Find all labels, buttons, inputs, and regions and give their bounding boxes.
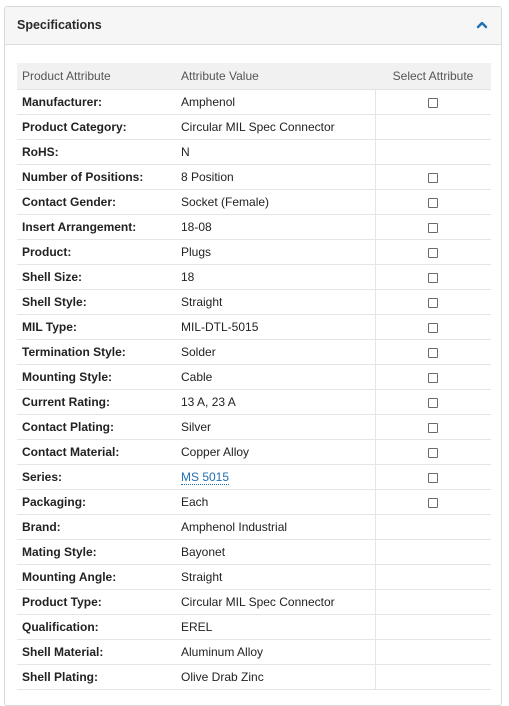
attribute-name: Insert Arrangement: <box>17 215 176 240</box>
table-row <box>17 115 491 140</box>
attribute-name: RoHS: <box>17 140 176 165</box>
select-attribute-cell <box>375 265 491 290</box>
select-attribute-checkbox[interactable] <box>428 398 438 408</box>
specifications-panel <box>4 6 502 706</box>
table-row <box>17 165 491 190</box>
select-attribute-cell <box>375 490 491 515</box>
attribute-name: Series: <box>17 465 176 490</box>
attribute-value: Olive Drab Zinc <box>176 665 375 690</box>
attribute-name: Contact Plating: <box>17 415 176 440</box>
select-attribute-cell <box>375 415 491 440</box>
select-attribute-cell <box>375 90 491 115</box>
table-row <box>17 490 491 515</box>
attribute-value: Each <box>176 490 375 515</box>
attribute-value: 8 Position <box>176 165 375 190</box>
header-attribute-value: Attribute Value <box>176 63 375 90</box>
attribute-value: Aluminum Alloy <box>176 640 375 665</box>
select-attribute-cell <box>375 240 491 265</box>
table-row <box>17 440 491 465</box>
attribute-value: Cable <box>176 365 375 390</box>
select-attribute-cell <box>375 190 491 215</box>
select-attribute-checkbox[interactable] <box>428 373 438 383</box>
table-row <box>17 615 491 640</box>
table-row <box>17 515 491 540</box>
attribute-value: MIL-DTL-5015 <box>176 315 375 340</box>
table-header-row <box>17 63 491 90</box>
table-body <box>17 90 491 690</box>
table-row <box>17 390 491 415</box>
attribute-name: Packaging: <box>17 490 176 515</box>
attribute-name: Shell Plating: <box>17 665 176 690</box>
select-attribute-checkbox[interactable] <box>428 223 438 233</box>
table-row <box>17 90 491 115</box>
attribute-value: 13 A, 23 A <box>176 390 375 415</box>
table-row <box>17 665 491 690</box>
select-attribute-checkbox[interactable] <box>428 323 438 333</box>
attribute-name: Current Rating: <box>17 390 176 415</box>
table-row <box>17 465 491 490</box>
select-attribute-checkbox[interactable] <box>428 348 438 358</box>
select-attribute-checkbox[interactable] <box>428 473 438 483</box>
select-attribute-cell <box>375 565 491 590</box>
table-row <box>17 565 491 590</box>
attribute-name: Product Category: <box>17 115 176 140</box>
attribute-name: Termination Style: <box>17 340 176 365</box>
table-row <box>17 340 491 365</box>
attribute-value: N <box>176 140 375 165</box>
select-attribute-cell <box>375 165 491 190</box>
select-attribute-checkbox[interactable] <box>428 198 438 208</box>
attribute-value: Amphenol <box>176 90 375 115</box>
header-select-attribute: Select Attribute <box>375 63 491 90</box>
attribute-name: Shell Size: <box>17 265 176 290</box>
select-attribute-checkbox[interactable] <box>428 298 438 308</box>
attribute-value: 18-08 <box>176 215 375 240</box>
attribute-value: Solder <box>176 340 375 365</box>
attribute-value: Copper Alloy <box>176 440 375 465</box>
series-link[interactable]: MS 5015 <box>181 470 230 484</box>
table-row <box>17 365 491 390</box>
attribute-value: Silver <box>176 415 375 440</box>
attribute-name: Shell Style: <box>17 290 176 315</box>
select-attribute-cell <box>375 140 491 165</box>
select-attribute-cell <box>375 590 491 615</box>
select-attribute-checkbox[interactable] <box>428 248 438 258</box>
select-attribute-cell <box>375 390 491 415</box>
select-attribute-cell <box>375 665 491 690</box>
select-attribute-cell <box>375 440 491 465</box>
table-row <box>17 640 491 665</box>
select-attribute-checkbox[interactable] <box>428 98 438 108</box>
table-row <box>17 215 491 240</box>
panel-header[interactable] <box>5 7 501 45</box>
select-attribute-checkbox[interactable] <box>428 423 438 433</box>
attribute-name: Manufacturer: <box>17 90 176 115</box>
attribute-value: Straight <box>176 565 375 590</box>
attribute-value: Circular MIL Spec Connector <box>176 115 375 140</box>
attribute-name: Qualification: <box>17 615 176 640</box>
select-attribute-cell <box>375 340 491 365</box>
panel-title: Specifications <box>17 18 102 32</box>
select-attribute-checkbox[interactable] <box>428 448 438 458</box>
select-attribute-checkbox[interactable] <box>428 173 438 183</box>
select-attribute-cell <box>375 215 491 240</box>
attribute-name: Contact Gender: <box>17 190 176 215</box>
attribute-value: Circular MIL Spec Connector <box>176 590 375 615</box>
select-attribute-cell <box>375 515 491 540</box>
chevron-up-icon[interactable] <box>475 19 489 31</box>
select-attribute-cell <box>375 315 491 340</box>
table-row <box>17 540 491 565</box>
attribute-value: EREL <box>176 615 375 640</box>
attribute-value: Bayonet <box>176 540 375 565</box>
attribute-value: 18 <box>176 265 375 290</box>
table-row <box>17 240 491 265</box>
attribute-name: Product Type: <box>17 590 176 615</box>
attribute-value: Socket (Female) <box>176 190 375 215</box>
attribute-name: Product: <box>17 240 176 265</box>
attribute-name: Number of Positions: <box>17 165 176 190</box>
select-attribute-checkbox[interactable] <box>428 273 438 283</box>
attribute-name: MIL Type: <box>17 315 176 340</box>
attribute-name: Shell Material: <box>17 640 176 665</box>
table-row <box>17 290 491 315</box>
select-attribute-cell <box>375 115 491 140</box>
table-row <box>17 265 491 290</box>
attribute-name: Mating Style: <box>17 540 176 565</box>
select-attribute-cell <box>375 365 491 390</box>
attribute-value: Straight <box>176 290 375 315</box>
select-attribute-checkbox[interactable] <box>428 498 438 508</box>
select-attribute-cell <box>375 640 491 665</box>
table-row <box>17 190 491 215</box>
attribute-value <box>176 465 375 490</box>
select-attribute-cell <box>375 290 491 315</box>
attribute-name: Mounting Style: <box>17 365 176 390</box>
select-attribute-cell <box>375 465 491 490</box>
table-row <box>17 315 491 340</box>
attribute-value: Plugs <box>176 240 375 265</box>
header-product-attribute: Product Attribute <box>17 63 176 90</box>
attribute-name: Mounting Angle: <box>17 565 176 590</box>
table-row <box>17 415 491 440</box>
specifications-table <box>17 63 491 690</box>
select-attribute-cell <box>375 615 491 640</box>
attribute-value: Amphenol Industrial <box>176 515 375 540</box>
table-row <box>17 140 491 165</box>
table-row <box>17 590 491 615</box>
select-attribute-cell <box>375 540 491 565</box>
attribute-name: Brand: <box>17 515 176 540</box>
attribute-name: Contact Material: <box>17 440 176 465</box>
